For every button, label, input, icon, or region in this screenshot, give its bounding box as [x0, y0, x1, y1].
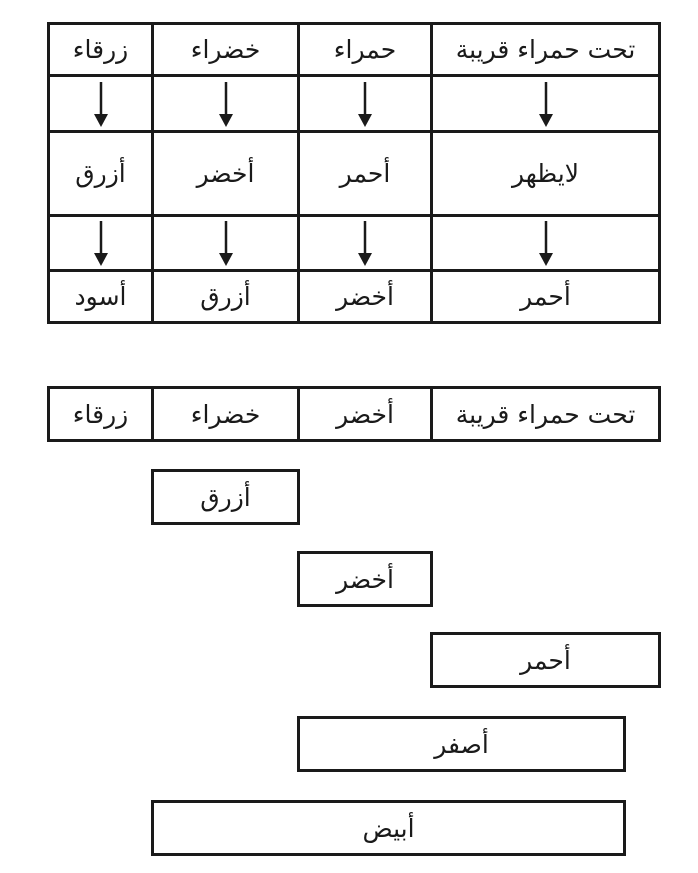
color-box: أبيض — [151, 800, 626, 856]
table-2-header-cell: خضراء — [190, 399, 261, 429]
table-1-header-cell: خضراء — [190, 35, 261, 64]
down-arrow-icon — [300, 217, 430, 269]
color-box: أزرق — [151, 469, 300, 525]
down-arrow-icon — [300, 77, 430, 130]
down-arrow-icon — [50, 77, 151, 130]
table-1-middle-cell: أزرق — [75, 159, 126, 188]
down-arrow-icon — [433, 217, 658, 269]
table-2-header-cell: تحت حمراء قريبة — [455, 399, 636, 429]
down-arrow-icon — [154, 77, 297, 130]
table-2-header-cell: زرقاء — [72, 399, 129, 429]
down-arrow-icon — [154, 217, 297, 269]
table-1-header-cell: تحت حمراء قريبة — [455, 35, 636, 64]
table-1-middle-cell: أخضر — [196, 159, 255, 188]
table-1-bottom-cell: أخضر — [336, 282, 394, 311]
table-2-header-cell: أخضر — [336, 399, 394, 429]
table-1-header-cell: زرقاء — [72, 35, 129, 64]
table-1-bottom-cell: أزرق — [200, 282, 251, 311]
table-1-bottom-cell: أحمر — [520, 282, 571, 311]
table-1-bottom-cell: أسود — [74, 282, 127, 311]
table-1-header-cell: حمراء — [333, 35, 397, 64]
table-1-middle-cell: لايظهر — [511, 159, 580, 188]
color-box: أحمر — [430, 632, 661, 688]
color-box: أصفر — [297, 716, 626, 772]
table-1-middle-cell: أحمر — [339, 159, 391, 188]
down-arrow-icon — [433, 77, 658, 130]
down-arrow-icon — [50, 217, 151, 269]
color-box: أخضر — [297, 551, 433, 607]
